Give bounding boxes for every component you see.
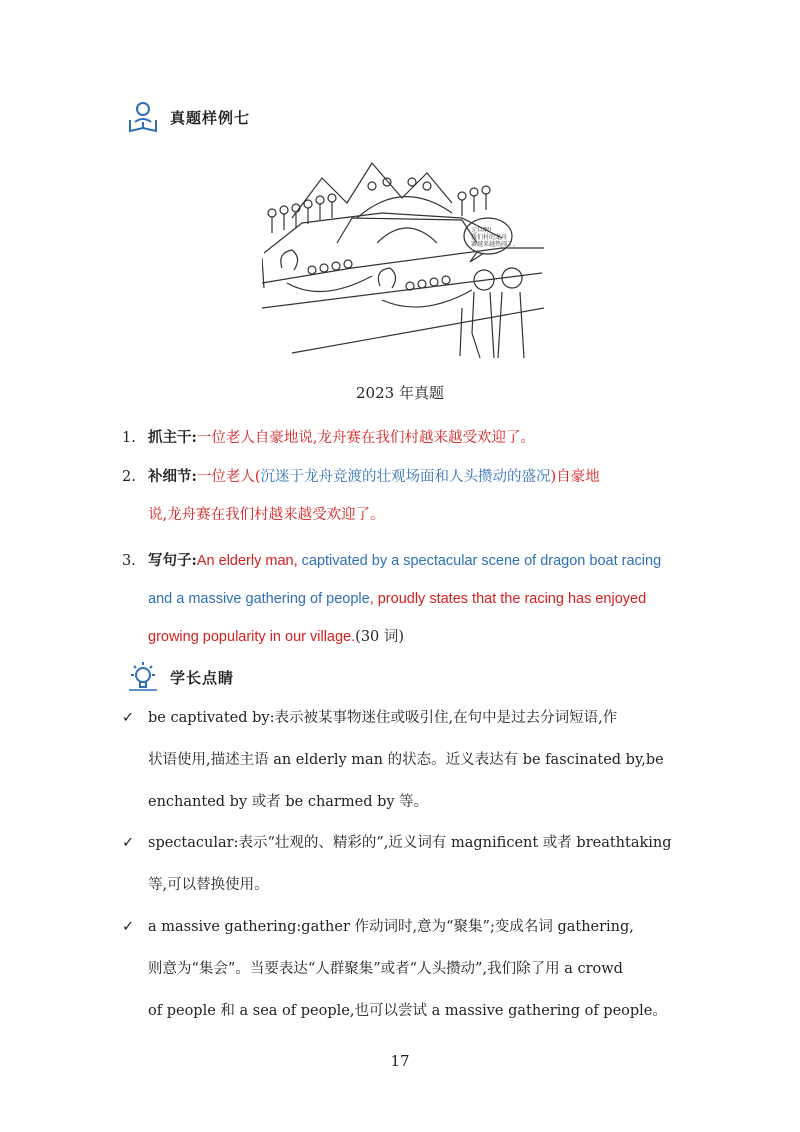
- step-3-blue-2: and a massive gathering of people: [148, 591, 370, 607]
- lightbulb-icon: [126, 660, 160, 694]
- tip-2-line-1: spectacular:表示“壮观的、精彩的”,近义词有 magnificent 或者 breathtaking: [148, 835, 672, 851]
- illustration-caption: 2023 年真题: [356, 384, 444, 402]
- tip-3: [122, 906, 682, 1032]
- step-2-detail: 沉迷于龙舟竞渡的壮观场面和人头攒动的盛况: [260, 469, 551, 485]
- tip-3-line-3: of people 和 a sea of people,也可以尝试 a massive gathering of people。: [148, 1003, 667, 1019]
- step-1-number: 1.: [122, 430, 136, 446]
- example-title: 真题样例七: [170, 108, 251, 127]
- tips-heading: [126, 660, 234, 694]
- step-3: [122, 542, 682, 656]
- step-3-blue-1: captivated by a spectacular scene of dragon boat racing: [301, 553, 662, 569]
- word-count: (30 词): [355, 629, 405, 645]
- tip-1: [122, 697, 682, 823]
- tips-title: 学长点睛: [170, 668, 235, 687]
- step-3-number: 3.: [122, 553, 136, 569]
- page-number: 17: [390, 1052, 410, 1070]
- tip-1-line-1: be captivated by:表示被某事物迷住或吸引住,在句中是过去分词短语,作: [148, 710, 618, 726]
- speech-bubble-line-3: 赛越来越热闹了。: [471, 241, 520, 248]
- tip-2: [122, 822, 682, 906]
- speech-bubble-line-2: 我们村的龙舟: [471, 234, 508, 241]
- step-2-key: 补细节:: [148, 468, 197, 485]
- check-mark-icon: ✓: [122, 835, 135, 851]
- step-2: [122, 458, 682, 534]
- step-3-red-3: growing popularity in our village.: [148, 629, 356, 645]
- step-1-text: 一位老人自豪地说,龙舟赛在我们村越来越受欢迎了。: [196, 430, 535, 446]
- step-3-red-2: , proudly states that the racing has enjoyed: [369, 591, 647, 607]
- step-2-post: )自豪地: [550, 469, 600, 485]
- tip-1-line-3: enchanted by 或者 be charmed by 等。: [148, 794, 429, 810]
- step-1: [122, 419, 682, 457]
- step-1-key: 抓主干:: [148, 429, 197, 446]
- tip-3-line-1: a massive gathering:gather 作动词时,意为“聚集”;变成名词 gathering,: [148, 919, 634, 935]
- speech-bubble-line-1: 元旦啊!: [471, 227, 492, 234]
- step-2-line-2: 说,龙舟赛在我们村越来越受欢迎了。: [148, 507, 385, 523]
- dragon-boat-illustration: [262, 158, 544, 364]
- example-heading: [126, 100, 250, 134]
- tip-3-line-2: 则意为“集会”。当要表达“人群聚集”或者“人头攒动”,我们除了用 a crowd: [148, 961, 623, 977]
- tip-2-line-2: 等,可以替换使用。: [148, 877, 269, 893]
- step-2-number: 2.: [122, 469, 136, 485]
- reading-person-icon: [126, 100, 160, 134]
- step-2-pre: 一位老人(: [196, 469, 261, 485]
- tip-1-line-2: 状语使用,描述主语 an elderly man 的状态。近义表达有 be fascinated by,be: [148, 752, 664, 768]
- check-mark-icon: ✓: [122, 919, 135, 935]
- step-3-red-1: An elderly man,: [196, 553, 302, 569]
- check-mark-icon: ✓: [122, 710, 135, 726]
- step-3-key: 写句子:: [148, 552, 197, 569]
